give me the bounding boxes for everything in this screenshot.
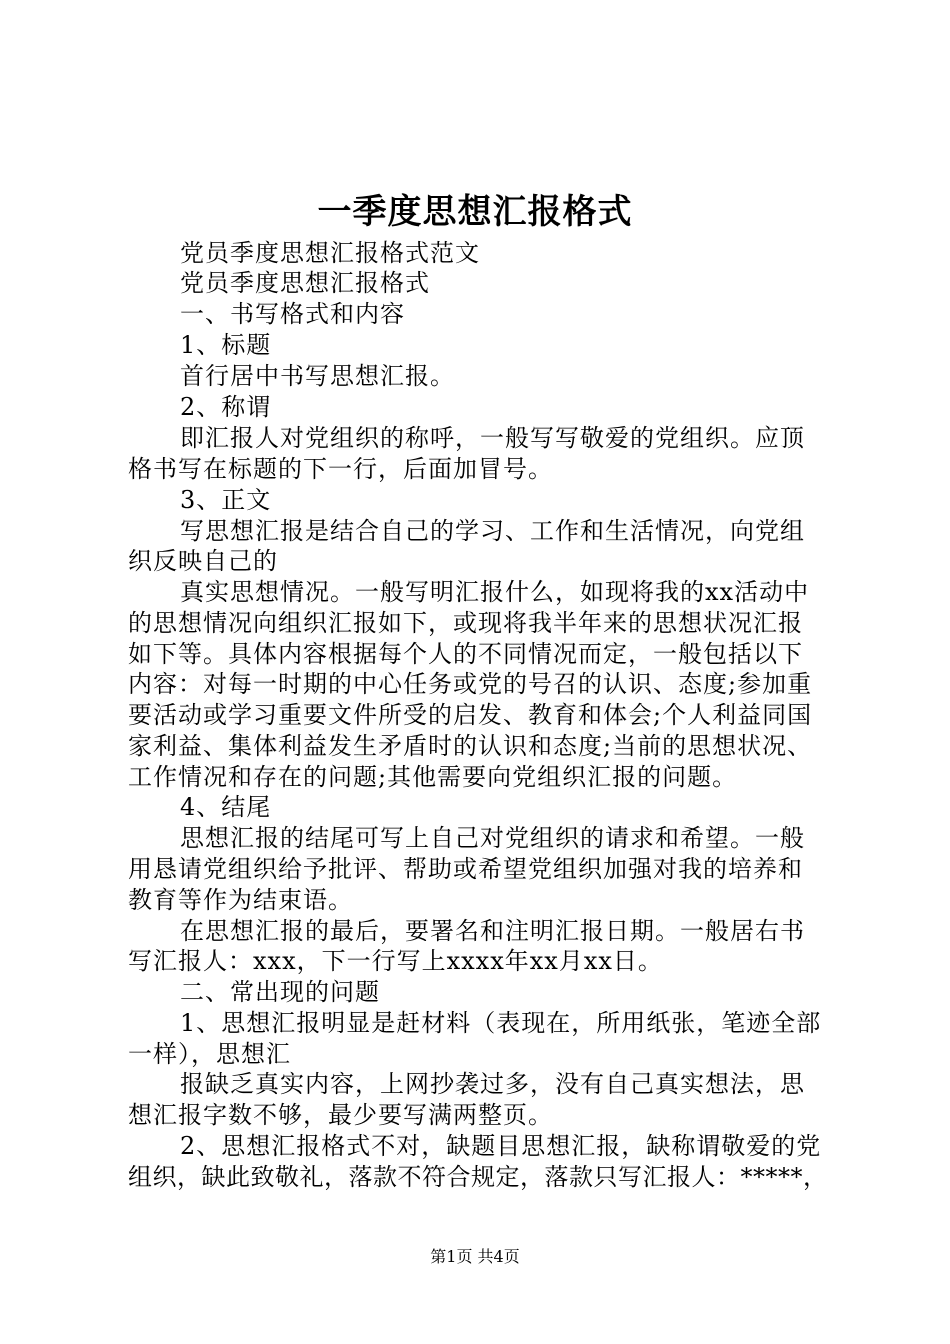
body-line: 思想汇报的结尾可写上自己对党组织的请求和希望。一般 bbox=[180, 824, 805, 852]
subsection-heading: 1、标题 bbox=[180, 331, 272, 359]
subsection-heading: 4、结尾 bbox=[180, 793, 272, 821]
body-line: 教育等作为结束语。 bbox=[128, 886, 353, 914]
section-heading: 一、书写格式和内容 bbox=[180, 300, 405, 328]
body-line: 2、思想汇报格式不对，缺题目思想汇报，缺称谓敬爱的党 bbox=[180, 1132, 822, 1160]
body-line: 织反映自己的 bbox=[128, 547, 278, 575]
body-line: 如下等。具体内容根据每个人的不同情况而定，一般包括以下 bbox=[128, 640, 803, 668]
body-line: 首行居中书写思想汇报。 bbox=[180, 362, 455, 390]
subsection-heading: 3、正文 bbox=[180, 486, 272, 514]
document-title: 一季度思想汇报格式 bbox=[317, 192, 633, 232]
body-line: 在思想汇报的最后，要署名和注明汇报日期。一般居右书 bbox=[180, 917, 805, 945]
body-line: 组织，缺此致敬礼，落款不符合规定，落款只写汇报人：*****， bbox=[128, 1163, 828, 1191]
body-line: 内容：对每一时期的中心任务或党的号召的认识、态度;参加重 bbox=[128, 670, 813, 698]
body-line: 写思想汇报是结合自己的学习、工作和生活情况，向党组 bbox=[180, 517, 805, 545]
body-line: 格书写在标题的下一行，后面加冒号。 bbox=[128, 455, 553, 483]
body-line: 的思想情况向组织汇报如下，或现将我半年来的思想状况汇报 bbox=[128, 609, 803, 637]
body-line: 真实思想情况。一般写明汇报什么，如现将我的xx活动中 bbox=[180, 578, 810, 606]
body-line: 用恳请党组织给予批评、帮助或希望党组织加强对我的培养和 bbox=[128, 855, 803, 883]
body-line: 家利益、集体利益发生矛盾时的认识和态度;当前的思想状况、 bbox=[128, 732, 813, 760]
body-line: 党员季度思想汇报格式范文 bbox=[180, 239, 480, 267]
body-line: 报缺乏真实内容，上网抄袭过多，没有自己真实想法，思 bbox=[180, 1070, 805, 1098]
body-line: 工作情况和存在的问题;其他需要向党组织汇报的问题。 bbox=[128, 763, 738, 791]
body-line: 写汇报人：xxx，下一行写上xxxx年xx月xx日。 bbox=[128, 947, 663, 975]
body-line: 1、思想汇报明显是赶材料（表现在，所用纸张，笔迹全部 bbox=[180, 1009, 822, 1037]
section-heading: 二、常出现的问题 bbox=[180, 978, 380, 1006]
body-line: 党员季度思想汇报格式 bbox=[180, 269, 430, 297]
body-line: 想汇报字数不够，最少要写满两整页。 bbox=[128, 1101, 553, 1129]
body-line: 即汇报人对党组织的称呼，一般写写敬爱的党组织。应顶 bbox=[180, 424, 805, 452]
page-number: 第1页 共4页 bbox=[430, 1247, 520, 1266]
body-line: 要活动或学习重要文件所受的启发、教育和体会;个人利益同国 bbox=[128, 701, 813, 729]
body-line: 一样），思想汇 bbox=[128, 1040, 291, 1068]
subsection-heading: 2、称谓 bbox=[180, 393, 272, 421]
